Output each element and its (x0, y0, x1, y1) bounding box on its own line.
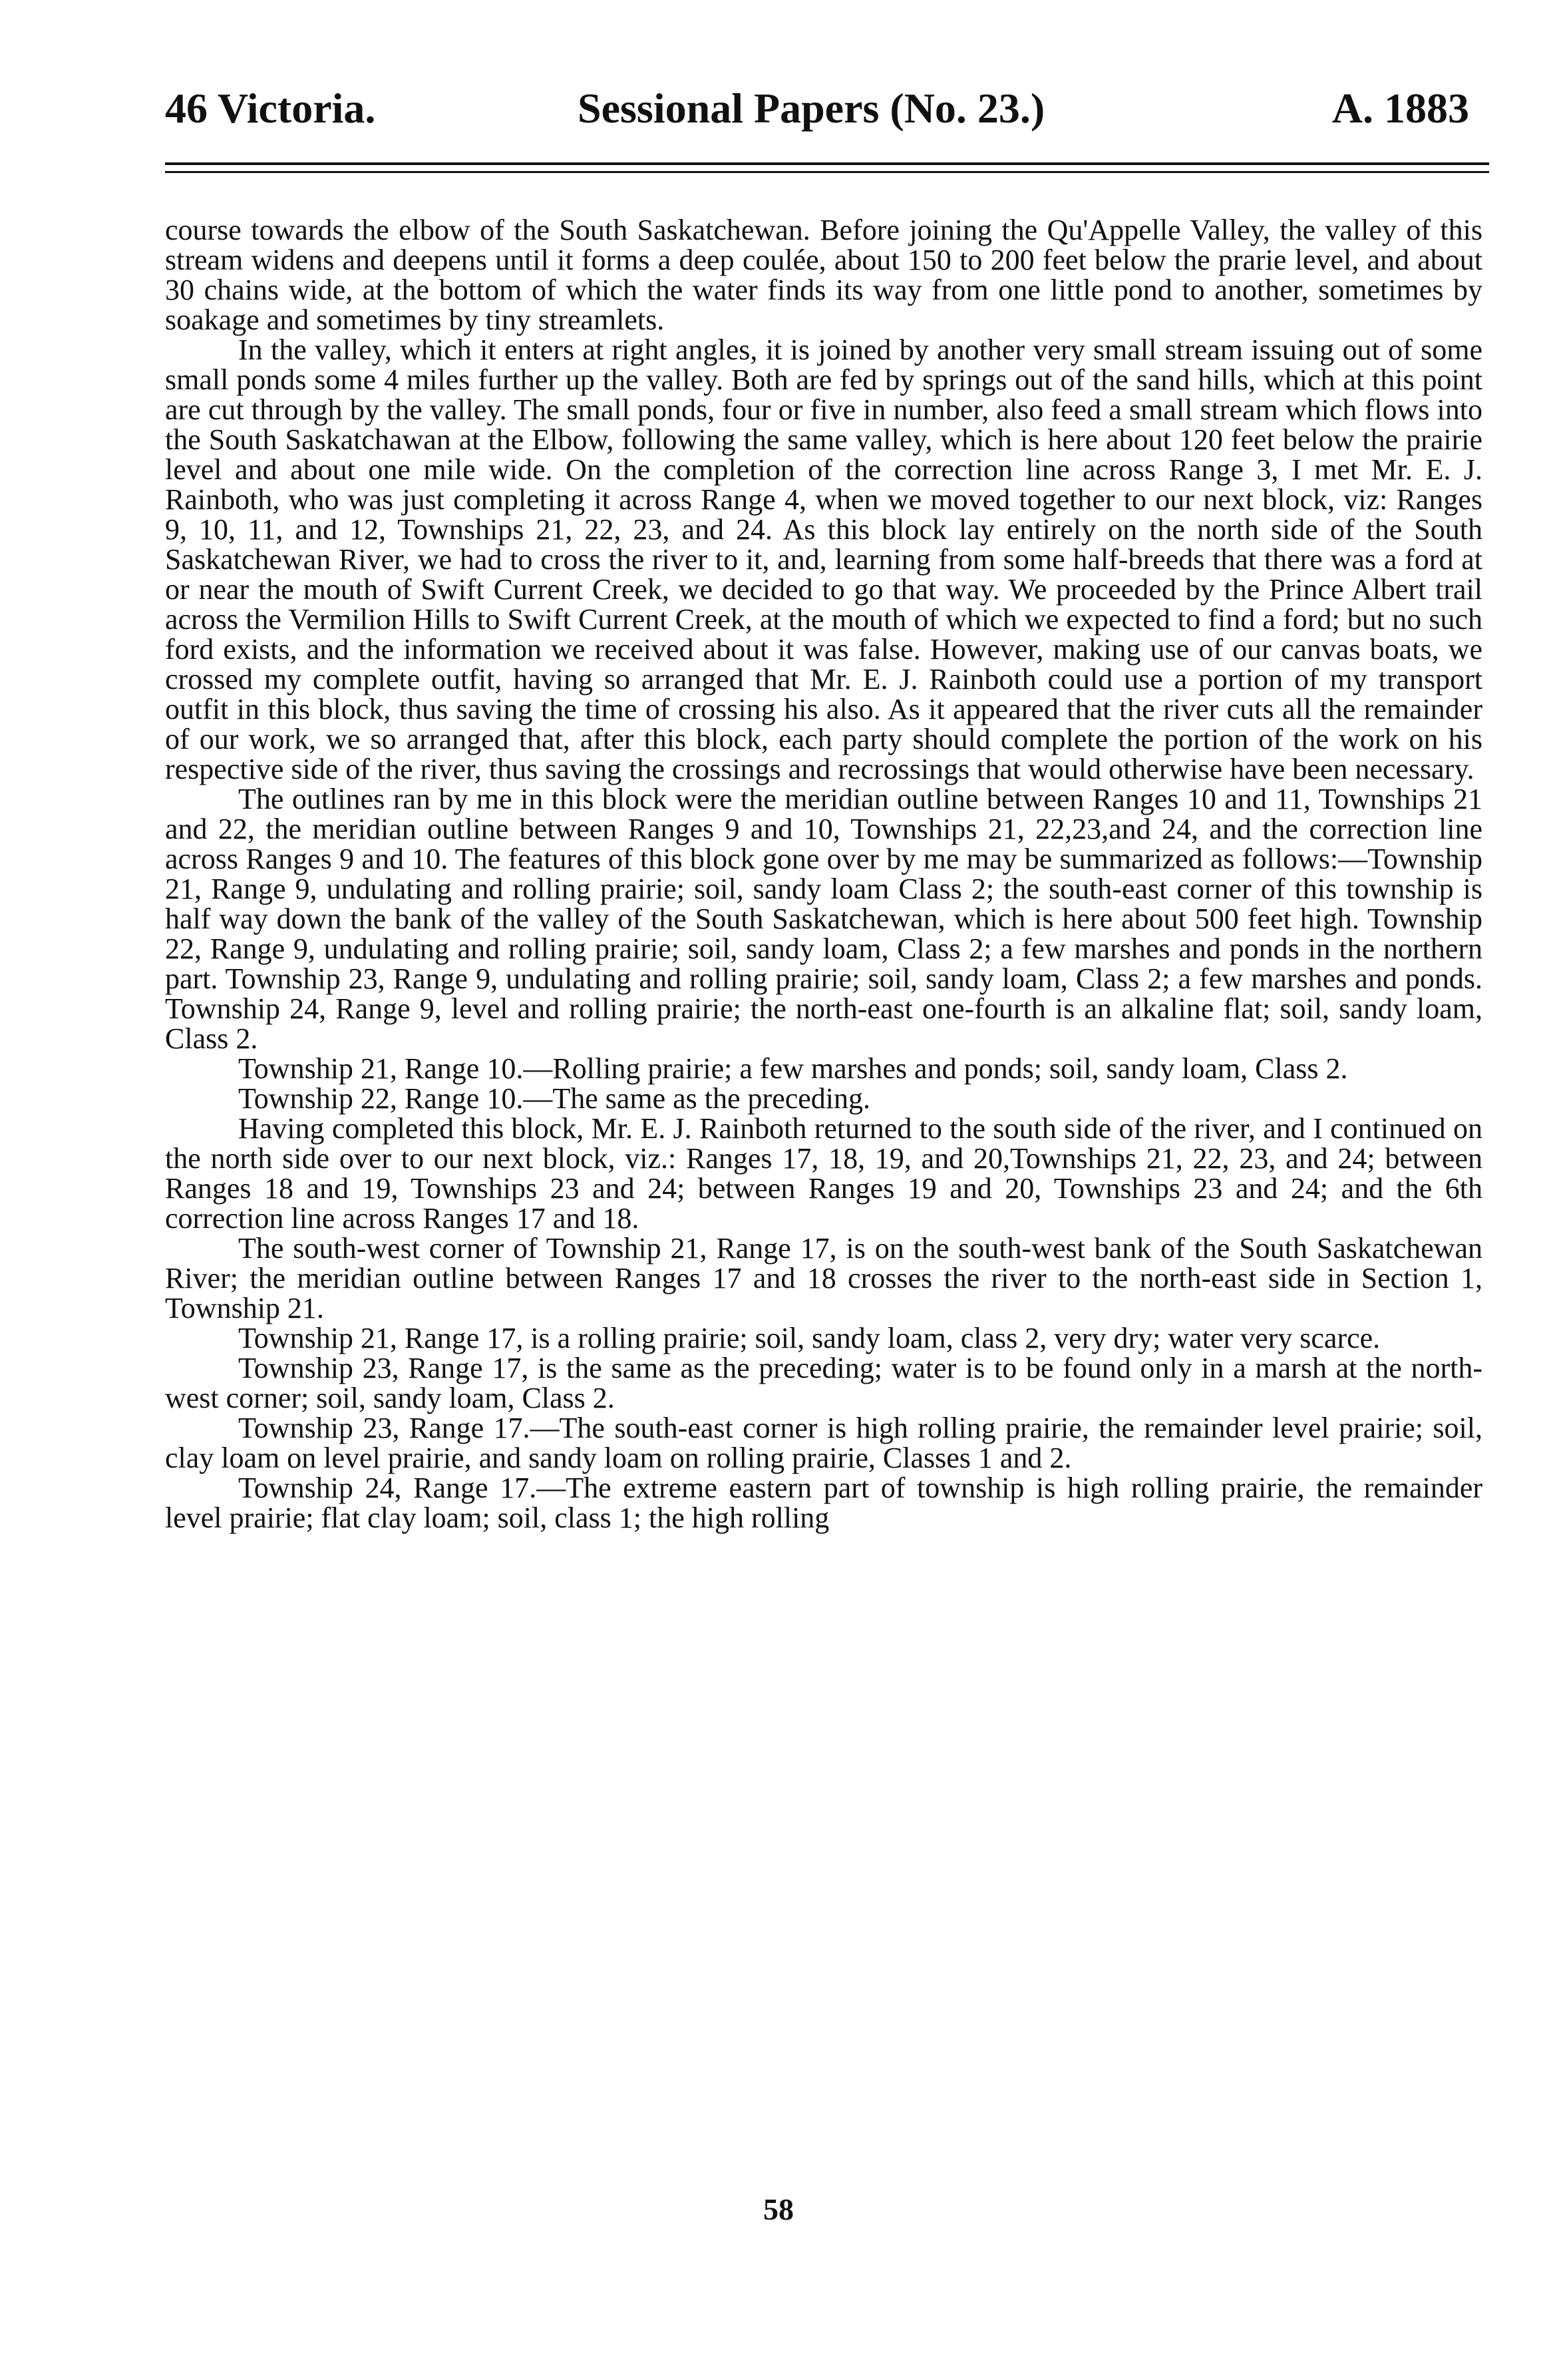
body-text (165, 215, 1482, 1533)
paragraph: Township 23, Range 17.—The south-east corner is high rolling prairie, the remainder level prairie; soil, clay loam on level prairie, and sandy loam on rolling prairie, Classes 1 and 2. (165, 1412, 1482, 1474)
paragraph: Township 23, Range 17, is the same as the preceding; water is to be found only in a marsh at the north-west corner; soil, sandy loam, Class 2. (165, 1352, 1482, 1414)
page-number: 58 (763, 2192, 794, 2226)
header-rule-top (165, 162, 1489, 165)
paragraph: Township 24, Range 17.—The extreme eastern part of township is high rolling prairie, the remainder level prairie; flat clay loam; soil, class 1; the high rolling (165, 1472, 1482, 1534)
paragraph: Township 21, Range 17, is a rolling prairie; soil, sandy loam, class 2, very dry; water very scarce. (238, 1322, 1381, 1354)
paragraph: In the valley, which it enters at right angles, it is joined by another very small stream issuing out of some small ponds some 4 miles further up the valley. Both are fed by springs out of the sand hills, which at this point are cut through by the valley. The small ponds, four or five in number, also feed a small stream which flows into the South Saskatchawan at the Elbow, following the same valley, which is here about 120 feet below the prairie level and about one mile wide. On the completion of the correction line across Range 3, I met Mr. E. J. Rainboth, who was just completing it across Range 4, when we moved together to our next block, viz: Ranges 9, 10, 11, and 12, Townships 21, 22, 23, and 24. As this block lay entirely on the north side of the South Saskatchewan River, we had to cross the river to it, and, learning from some half-breeds that there was a ford at or near the mouth of Swift Current Creek, we decided to go that way. We proceeded by the Prince Albert trail across the Vermilion Hills to Swift Current Creek, at the mouth of which we expected to find a ford; but no such ford exists, and the information we received about it was false. However, making use of our canvas boats, we crossed my complete outfit, having so arranged that Mr. E. J. Rainboth could use a portion of my transport outfit in this block, thus saving the time of crossing his also. As it appeared that the river cuts all the remainder of our work, we so arranged that, after this block, each party should complete the portion of the work on his respective side of the river, thus saving the crossings and recrossings that would otherwise have been necessary. (165, 333, 1482, 785)
paragraph: The outlines ran by me in this block were the meridian outline between Ranges 10 and 11, Townships 21 and 22, the meridian outline between Ranges 9 and 10, Townships 21, 22,23,and 24, and the correction line across Ranges 9 and 10. The features of this block gone over by me may be summarized as follows:—Township 21, Range 9, undulating and rolling prairie; soil, sandy loam Class 2; the south-east corner of this township is half way down the bank of the valley of the South Saskatchewan, which is here about 500 feet high. Township 22, Range 9, undulating and rolling prairie; soil, sandy loam, Class 2; a few marshes and ponds in the northern part. Township 23, Range 9, undulating and rolling prairie; soil, sandy loam, Class 2; a few marshes and ponds. Township 24, Range 9, level and rolling prairie; the north-east one-fourth is an alkaline flat; soil, sandy loam, Class 2. (165, 783, 1482, 1055)
paragraph: The south-west corner of Township 21, Range 17, is on the south-west bank of the South Saskatchewan River; the meridian outline between Ranges 17 and 18 crosses the river to the north-east side in Section 1, Township 21. (165, 1232, 1482, 1324)
running-head (165, 79, 1469, 138)
header-rule-bottom (165, 171, 1489, 173)
header-right: A. 1883 (1331, 85, 1469, 132)
paragraph: Township 22, Range 10.—The same as the preceding. (238, 1082, 871, 1115)
paragraph: Township 21, Range 10.—Rolling prairie; a few marshes and ponds; soil, sandy loam, Class 2. (238, 1052, 1348, 1085)
paragraph: Having completed this block, Mr. E. J. Rainboth returned to the south side of the river, and I continued on the north side over to our next block, viz.: Ranges 17, 18, 19, and 20,Townships 21, 22, 23, and 24; between Ranges 18 and 19, Townships 23 and 24; between Ranges 19 and 20, Townships 23 and 24; and the 6th correction line across Ranges 17 and 18. (165, 1112, 1482, 1235)
paragraph: course towards the elbow of the South Saskatchewan. Before joining the Qu'Appelle Valley, the valley of this stream widens and deepens until it forms a deep coulée, about 150 to 200 feet below the prarie level, and about 30 chains wide, at the bottom of which the water finds its way from one little pond to another, sometimes by soakage and sometimes by tiny streamlets. (165, 214, 1482, 336)
header-left: 46 Victoria. (165, 85, 376, 132)
header-center: Sessional Papers (No. 23.) (578, 85, 1045, 132)
